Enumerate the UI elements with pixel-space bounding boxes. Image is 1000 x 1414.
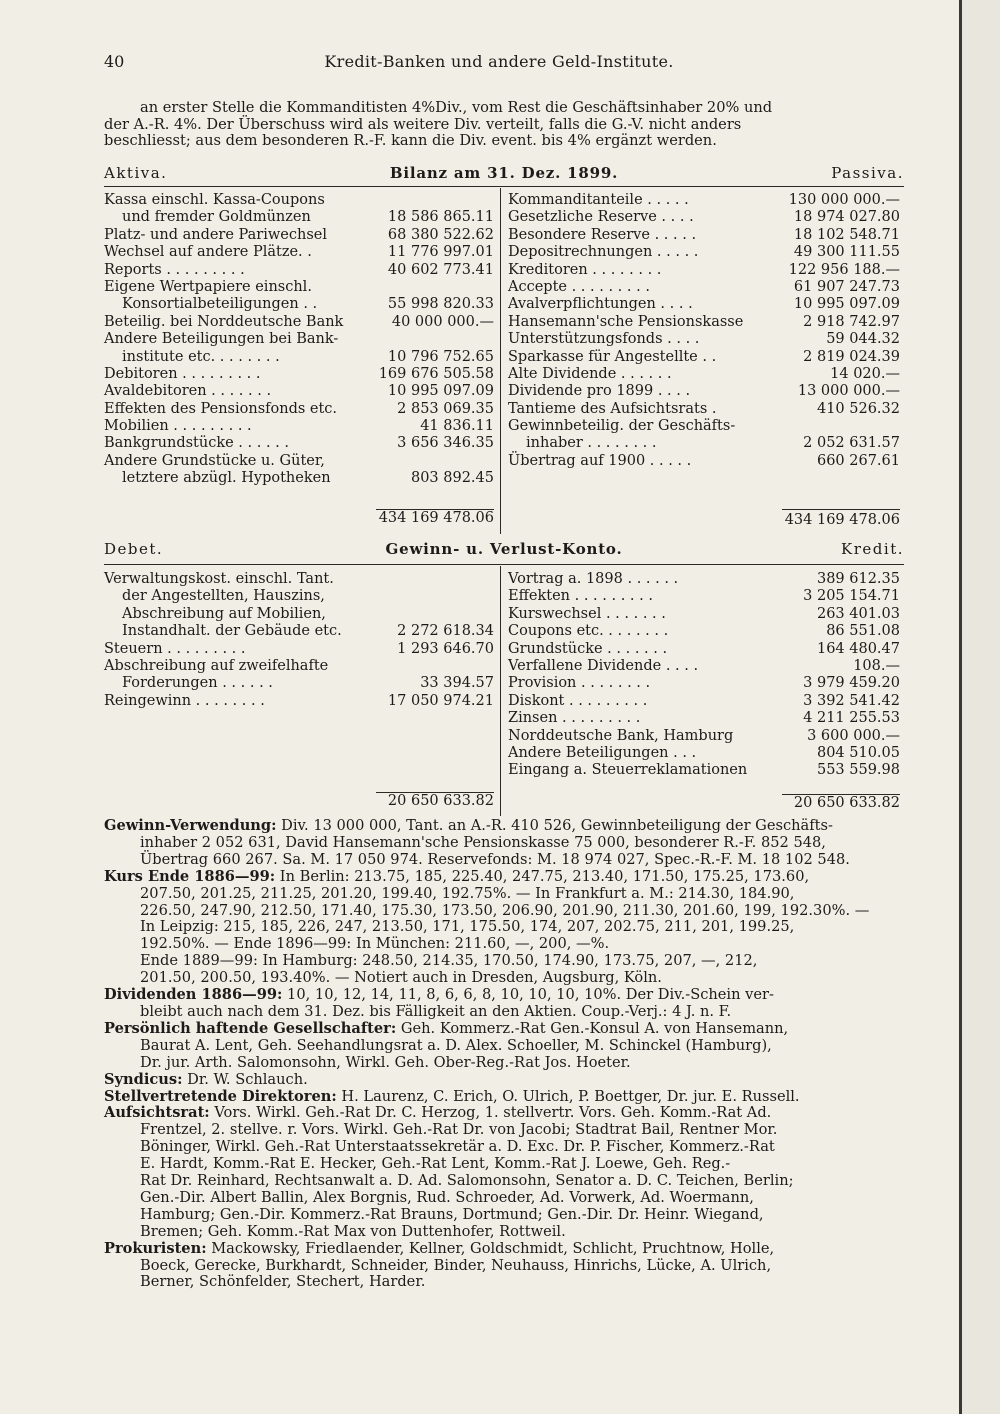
passiva-row-amount: 18 102 548.71 [793,226,900,243]
passiva-row-amount: 130 000 000.— [788,192,900,208]
kredit-heading: Kredit. [841,540,904,558]
passiva-row [508,418,900,435]
passiva-row-label: Unterstützungsfonds . . . . [508,331,700,348]
debet-row-label: der Angestellten, Hauszins, [122,588,325,605]
aktiva-column [104,192,494,488]
kredit-row [508,710,900,727]
note-line: inhaber 2 052 631, David Hansemann'sche Pensionskasse 75 000, besonderer R.-F. 852 548, [140,833,826,851]
kredit-row [508,571,900,588]
note-line: Dr. jur. Arth. Salomonsohn, Wirkl. Geh. Ober-Reg.-Rat Jos. Hoeter. [140,1053,631,1071]
debet-row-label: Instandhalt. der Gebäude etc. [122,623,342,640]
kredit-total-row [508,795,900,812]
debet-row [104,606,494,623]
debet-row-label: Steuern . . . . . . . . . [104,640,246,657]
passiva-row-amount: 14 020.— [830,365,900,382]
note-heading: Gewinn-Verwendung: [104,817,277,834]
note-text: In Berlin: 213.75, 185, 225.40, 247.75, 213.40, 171.50, 175.25, 173.60, [275,867,810,885]
aktiva-row-amount: 41 836.11 [420,418,494,435]
passiva-row-label: Tantieme des Aufsichtsrats . [508,400,717,417]
note-heading: Dividenden 1886—99: [104,986,283,1004]
note-block [104,1241,904,1292]
kredit-row-label: Effekten . . . . . . . . . [508,588,653,605]
note-line: Boeck, Gerecke, Burkhardt, Schneider, Binder, Neuhauss, Hinrichs, Lücke, A. Ulrich, [140,1256,772,1274]
passiva-row-label: Alte Dividende . . . . . . [508,365,672,382]
note-line: Berner, Schönfelder, Stechert, Harder. [140,1273,426,1291]
passiva-row-amount: 59 044.32 [826,331,900,348]
aktiva-row-label: Beteilig. bei Norddeutsche Bank [104,313,344,330]
aktiva-row-label: institute etc. . . . . . . . [122,348,280,365]
debet-row-label: Reingewinn . . . . . . . . [104,692,265,709]
passiva-row [508,296,900,313]
passiva-row-label: Accepte . . . . . . . . . [508,278,650,295]
aktiva-row-label: Andere Grundstücke u. Güter, [104,452,325,469]
aktiva-row [104,227,494,244]
aktiva-row-amount: 803 892.45 [410,470,494,487]
passiva-row-amount: 2 918 742.97 [803,313,900,330]
passiva-row-amount: 10 995 097.09 [793,296,900,313]
note-text: Mackowsky, Friedlaender, Kellner, Goldschmidt, Schlicht, Pruchtnow, Holle, [206,1239,775,1257]
debet-row-label: Forderungen . . . . . . [122,675,273,692]
page-edge [959,0,962,1414]
passiva-row-label: Dividende pro 1899 . . . . [508,383,691,400]
passiva-row [508,383,900,400]
debet-row-amount: 33 394.57 [420,675,494,692]
note-line: 201.50, 200.50, 193.40%. — Notiert auch in Dresden, Augsburg, Köln. [140,969,662,987]
aktiva-row-label: Debitoren . . . . . . . . . [104,365,261,382]
kredit-column [508,571,900,780]
note-line: Baurat A. Lent, Geh. Seehandlungsrat a. D. Alex. Schoeller, M. Schinckel (Hamburg), [140,1036,772,1054]
kredit-row-amount: 86 551.08 [826,623,900,640]
note-heading: Persönlich haftende Gesellschafter: [104,1019,397,1037]
aktiva-row-label: letztere abzügl. Hypotheken [122,470,331,487]
kredit-row-label: Kurswechsel . . . . . . . [508,605,666,622]
debet-total: 20 650 633.82 [387,793,494,809]
debet-heading: Debet. [104,540,164,558]
aktiva-row [104,262,494,279]
debet-column [104,571,494,710]
debet-row [104,571,494,588]
kredit-row-label: Provision . . . . . . . . [508,675,651,692]
aktiva-row-label: Avaldebitoren . . . . . . . [104,383,272,400]
kredit-row-label: Andere Beteiligungen . . . [508,744,697,761]
note-line: Bremen; Geh. Komm.-Rat Max von Duttenhofer, Rottweil. [140,1222,566,1240]
passiva-row-amount: 410 526.32 [816,400,900,417]
passiva-row [508,453,900,470]
note-heading: Syndicus: [104,1070,183,1088]
passiva-heading: Passiva. [831,164,904,182]
note-line: 226.50, 247.90, 212.50, 171.40, 175.30, 173.50, 206.90, 201.90, 211.30, 201.60, 199, 192.30%. — [140,901,870,919]
kredit-row [508,675,900,692]
kredit-row [508,693,900,710]
note-line: bleibt auch nach dem 31. Dez. bis Fälligkeit an den Aktien. Coup.-Verj.: 4 J. n. F. [140,1002,732,1020]
aktiva-row-label: Bankgrundstücke . . . . . . [104,435,290,452]
passiva-row [508,244,900,261]
aktiva-row [104,401,494,418]
page-number: 40 [104,52,125,71]
kredit-row-amount: 553 559.98 [816,762,900,779]
aktiva-row-amount: 10 796 752.65 [387,348,494,365]
kredit-row [508,762,900,779]
debet-row [104,588,494,605]
aktiva-row-label: Eigene Wertpapiere einschl. [104,278,312,295]
kredit-row-label: Vortrag a. 1898 . . . . . . [508,571,679,587]
aktiva-row [104,244,494,261]
passiva-row [508,209,900,226]
kredit-row-amount: 4 211 255.53 [803,710,900,727]
passiva-row-amount: 13 000 000.— [797,383,900,400]
kredit-row-amount: 3 392 541.42 [803,692,900,709]
kredit-row [508,641,900,658]
guv-title: Gewinn- u. Verlust-Konto. [385,540,623,558]
passiva-row [508,262,900,279]
note-block [104,1072,904,1089]
passiva-row-label: Sparkasse für Angestellte . . [508,348,717,365]
aktiva-row-label: Mobilien . . . . . . . . . [104,418,252,435]
debet-row [104,641,494,658]
passiva-row-label: Avalverpflichtungen . . . . [508,296,693,313]
aktiva-row [104,435,494,452]
aktiva-total-row [104,510,494,527]
aktiva-row [104,192,494,209]
note-text: Geh. Kommerz.-Rat Gen.-Konsul A. von Hansemann, [396,1019,789,1037]
kredit-row-label: Verfallene Dividende . . . . [508,657,699,674]
kredit-row [508,606,900,623]
guv-heading [104,540,904,560]
passiva-row-amount: 122 956 188.— [788,261,900,278]
aktiva-row [104,296,494,313]
debet-row [104,693,494,710]
aktiva-row-amount: 169 676 505.58 [378,365,494,382]
note-line: Ende 1889—99: In Hamburg: 248.50, 214.35, 170.50, 174.90, 173.75, 207, —, 212, [140,952,758,970]
passiva-row-amount: 2 819 024.39 [803,348,900,365]
kredit-row-amount: 164 480.47 [816,640,900,657]
kredit-row [508,623,900,640]
aktiva-row [104,314,494,331]
aktiva-row [104,331,494,348]
note-line: 192.50%. — Ende 1896—99: In München: 211.60, —, 200, —%. [140,935,610,953]
aktiva-row [104,453,494,470]
debet-row [104,658,494,675]
aktiva-row [104,418,494,435]
page-header [104,52,894,78]
note-line: 207.50, 201.25, 211.25, 201.20, 199.40, 192.75%. — In Frankfurt a. M.: 214.30, 184.90, [140,884,795,902]
aktiva-row [104,349,494,366]
note-text: 10, 10, 12, 14, 11, 8, 6, 6, 8, 10, 10, 10, 10%. Der Div.-Schein ver- [282,986,774,1004]
kredit-row-amount: 3 979 459.20 [803,675,900,692]
aktiva-row-amount: 3 656 346.35 [397,435,494,452]
kredit-row-label: Diskont . . . . . . . . . [508,692,648,709]
note-block [104,1105,904,1240]
intro-paragraph [104,100,904,150]
aktiva-row-label: Kassa einschl. Kassa-Coupons [104,192,325,208]
aktiva-row-label: Effekten des Pensionsfonds etc. [104,400,338,417]
aktiva-row-amount: 2 853 069.35 [397,400,494,417]
note-line: Frentzel, 2. stellve. r. Vors. Wirkl. Geh.-Rat Dr. von Jacobi; Stadtrat Bail, Rentner Mor. [140,1121,778,1139]
kredit-row [508,658,900,675]
notes-section [104,818,904,1291]
kredit-row-amount: 3 600 000.— [807,727,900,744]
kredit-row-amount: 389 612.35 [816,571,900,587]
note-text: Vors. Wirkl. Geh.-Rat Dr. C. Herzog, 1. stellvertr. Vors. Geh. Komm.-Rat Ad. [209,1104,772,1122]
aktiva-row [104,366,494,383]
passiva-row-label: Übertrag auf 1900 . . . . . [508,452,692,469]
aktiva-row-label: und fremder Goldmünzen [122,209,311,226]
passiva-row-amount: 2 052 631.57 [803,435,900,452]
note-heading: Kurs Ende 1886—99: [104,867,276,885]
aktiva-total: 434 169 478.06 [378,510,494,526]
kredit-total: 20 650 633.82 [793,795,900,811]
passiva-row-label: Kreditoren . . . . . . . . [508,261,662,278]
note-heading: Stellvertretende Direktoren: [104,1087,337,1105]
note-heading: Prokuristen: [104,1239,207,1257]
kredit-row [508,728,900,745]
kredit-row [508,588,900,605]
passiva-row-label: Gesetzliche Reserve . . . . [508,209,694,226]
debet-row [104,623,494,640]
kredit-row [508,745,900,762]
passiva-row-amount: 660 267.61 [816,452,900,469]
aktiva-row-amount: 11 776 997.01 [387,244,494,261]
bilanz-top-rule [104,186,904,187]
passiva-row-label: Gewinnbeteilig. der Geschäfts- [508,418,736,435]
debet-row-label: Abschreibung auf zweifelhafte [104,657,329,674]
aktiva-row-amount: 18 586 865.11 [387,209,494,226]
passiva-row [508,401,900,418]
passiva-row-label: inhaber . . . . . . . . [526,435,657,452]
kredit-row-label: Eingang a. Steuerreklamationen [508,762,748,779]
passiva-column [508,192,900,470]
passiva-row [508,314,900,331]
note-text: Div. 13 000 000, Tant. an A.-R. 410 526, Gewinnbeteiligung der Geschäfts- [276,817,833,834]
kredit-row-amount: 108.— [853,657,900,674]
kredit-row-label: Coupons etc. . . . . . . . [508,623,669,640]
aktiva-row-amount: 10 995 097.09 [387,383,494,400]
bilanz-heading [104,164,904,184]
note-text: Dr. W. Schlauch. [182,1070,308,1088]
aktiva-row [104,209,494,226]
kredit-row-amount: 3 205 154.71 [803,588,900,605]
note-block [104,987,904,1021]
kredit-row-label: Norddeutsche Bank, Hamburg [508,727,734,744]
passiva-row-amount: 49 300 111.55 [793,244,900,261]
aktiva-row-amount: 40 000 000.— [391,313,494,330]
passiva-row-label: Besondere Reserve . . . . . [508,226,697,243]
aktiva-row [104,470,494,487]
debet-row-amount: 2 272 618.34 [397,623,494,640]
note-block [104,818,904,869]
note-text: H. Laurenz, C. Erich, O. Ulrich, P. Boettger, Dr. jur. E. Russell. [336,1087,800,1105]
passiva-row-label: Hansemann'sche Pensionskasse [508,313,744,330]
aktiva-row-label: Konsortialbeteiligungen . . [122,296,318,313]
intro-line: beschliesst; aus dem besonderen R.-F. kann die Div. event. bis 4% ergänzt werden. [104,132,717,150]
debet-row-amount: 17 050 974.21 [387,692,494,709]
intro-line: der A.-R. 4%. Der Überschuss wird als weitere Div. verteilt, falls die G.-V. nicht anders [104,115,742,133]
intro-line: an erster Stelle die Kommanditisten 4%Div., vom Rest die Geschäftsinhaber 20% und [140,99,773,116]
debet-total-row [104,793,494,810]
bilanz-title: Bilanz am 31. Dez. 1899. [389,164,619,182]
passiva-total: 434 169 478.06 [784,512,900,528]
note-line: E. Hardt, Komm.-Rat E. Hecker, Geh.-Rat Lent, Komm.-Rat J. Loewe, Geh. Reg.- [140,1155,731,1173]
note-block [104,1021,904,1072]
bilanz-divider [500,188,501,534]
aktiva-row [104,279,494,296]
passiva-row [508,366,900,383]
passiva-row [508,227,900,244]
passiva-row [508,279,900,296]
note-line: Böninger, Wirkl. Geh.-Rat Unterstaatssekretär a. D. Exc. Dr. P. Fischer, Kommerz.-Rat [140,1138,775,1156]
passiva-row-label: Depositrechnungen . . . . . [508,244,699,261]
debet-row-label: Abschreibung auf Mobilien, [122,605,326,622]
note-line: Gen.-Dir. Albert Ballin, Alex Borgnis, Rud. Schroeder, Ad. Vorwerk, Ad. Woermann, [140,1188,754,1206]
guv-divider [500,566,501,816]
passiva-row [508,192,900,209]
aktiva-row-amount: 68 380 522.62 [387,226,494,243]
note-line: Rat Dr. Reinhard, Rechtsanwalt a. D. Ad. Salomonsohn, Senator a. D. C. Teichen, Berlin; [140,1172,794,1190]
kredit-row-label: Zinsen . . . . . . . . . [508,710,641,727]
debet-row [104,675,494,692]
page-title: Kredit-Banken und andere Geld-Institute. [324,52,674,71]
note-line: In Leipzig: 215, 185, 226, 247, 213.50, 171, 175.50, 174, 207, 202.75, 211, 201, 199.25, [140,918,795,936]
note-block [104,1089,904,1106]
note-line: Übertrag 660 267. Sa. M. 17 050 974. Reservefonds: M. 18 974 027, Spec.-R.-F. M. 18 102 548. [140,850,850,868]
passiva-row-amount: 18 974 027.80 [793,209,900,226]
passiva-row-amount: 61 907 247.73 [793,278,900,295]
kredit-row-amount: 804 510.05 [816,744,900,761]
aktiva-row [104,383,494,400]
aktiva-heading: Aktiva. [104,164,168,182]
passiva-row [508,349,900,366]
aktiva-row-amount: 55 998 820.33 [387,296,494,313]
page-margin [962,0,1000,1414]
debet-row-amount: 1 293 646.70 [397,640,494,657]
passiva-row [508,331,900,348]
passiva-row-label: Kommanditanteile . . . . . [508,192,689,208]
passiva-total-row [508,512,900,529]
note-line: Hamburg; Gen.-Dir. Kommerz.-Rat Brauns, Dortmund; Gen.-Dir. Dr. Heinr. Wiegand, [140,1205,764,1223]
guv-top-rule [104,564,904,565]
debet-row-label: Verwaltungskost. einschl. Tant. [104,571,334,587]
aktiva-row-amount: 40 602 773.41 [387,261,494,278]
note-block [104,869,904,987]
passiva-sum-rule [782,509,900,510]
passiva-row [508,435,900,452]
aktiva-row-label: Andere Beteiligungen bei Bank- [104,331,339,348]
note-heading: Aufsichtsrat: [104,1104,210,1122]
aktiva-row-label: Platz- und andere Pariwechsel [104,226,327,243]
aktiva-row-label: Wechsel auf andere Plätze. . [104,244,312,261]
kredit-row-label: Grundstücke . . . . . . . [508,640,668,657]
aktiva-row-label: Reports . . . . . . . . . [104,261,245,278]
kredit-row-amount: 263 401.03 [816,605,900,622]
